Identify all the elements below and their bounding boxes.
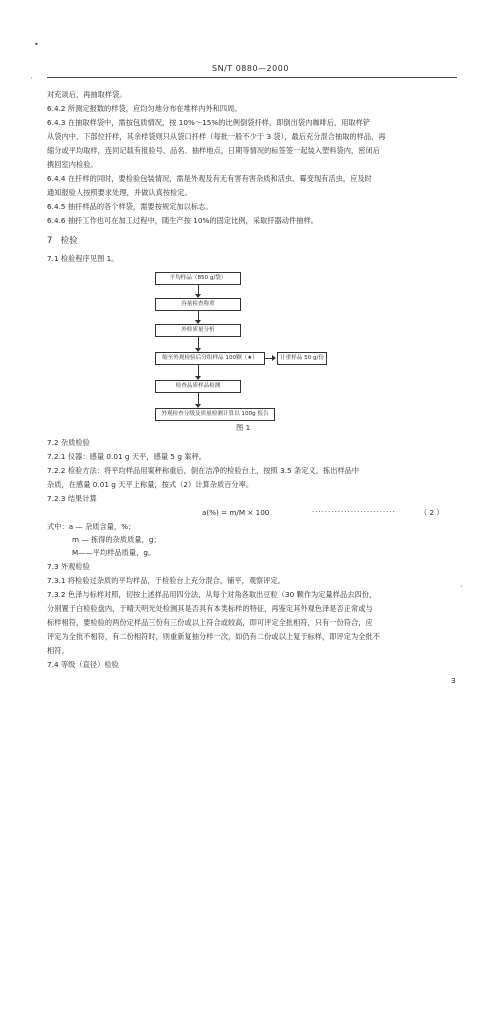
text-line: 从袋内中、下部位扦样，其余样袋则只从袋口扦样（每批一般不少于 3 袋），最后充分混合抽取的样品，再 xyxy=(47,132,386,141)
flow-box-grade: 外观检查分级及质量检测计算以 100g 报告 xyxy=(155,408,275,421)
page-number: 3 xyxy=(451,676,456,685)
margin-mark: · xyxy=(30,74,33,83)
where-line: m — 拣得的杂质质量，g； xyxy=(72,535,161,544)
text-line: 相符。 xyxy=(47,646,69,655)
text-line: 标样相符，要检验的两份定样品三份有三份或以上符合或较高，即可评定全批相符，只有一份符合，应 xyxy=(47,618,373,627)
flow-box-analysis: 外检质量分析 xyxy=(155,324,241,337)
arrow-right-icon xyxy=(272,355,276,361)
header-rule xyxy=(47,77,457,78)
formula-leader: ·························· xyxy=(312,508,396,516)
text-line: 7.3.1 将检验过杂质的平均样品，于检验台上充分混合，铺平，观察评定。 xyxy=(47,576,286,585)
margin-mark: • xyxy=(34,40,39,49)
section-heading xyxy=(47,236,78,247)
margin-mark: · xyxy=(460,582,463,591)
text-line: 评定为全批不相符，有二份相符时，则重新复抽分样一次，如仍有二份或以上复于标样，即评定为全批不 xyxy=(47,632,380,641)
text-line: 缩分或平均取样，连同记载有报验号、品名、抽样地点，日期等情况的标签签一起装入塑料袋内，密闭后 xyxy=(47,146,380,155)
text-line: 7.2.1 仪器：感量 0.01 g 天平，感量 5 g 案秤。 xyxy=(47,452,207,461)
subsection-heading: 7.4 等级（直径）检验 xyxy=(47,660,119,669)
flow-box-quality: 检查品质样品检测 xyxy=(155,380,241,393)
text-line: 6.4.3 在抽取样袋中，需按包质情况，按 10%～15%的比例倒袋扦样，即倒出袋内咖啡后，用取样铲 xyxy=(47,118,371,127)
standard-code-header: SN/T 0880—2000 xyxy=(212,64,289,73)
text-line: 7.3.2 色泽与标样对照，切按上述样品用四分法，从每个对角各取出豆粒（30 颗作为定量样品去四份， xyxy=(47,590,377,599)
text-line: 7.1 检验程序见图 1。 xyxy=(47,254,119,263)
section-title: 检验 xyxy=(60,236,78,246)
subsection-heading: 7.3 外观检验 xyxy=(47,562,90,571)
text-line: 6.4.6 抽扦工作也可在加工过程中，随生产按 10%的固定比例，采取扦器动件抽样。 xyxy=(47,216,318,225)
equation-number: （ 2 ） xyxy=(420,508,444,517)
text-line: 杂质，在感量 0.01 g 天平上称量，按式（2）计算杂质百分率。 xyxy=(47,480,254,489)
figure-caption: 图 1 xyxy=(236,423,251,432)
flow-box-split: 缩至外观检验后分组样品 100颗（★） xyxy=(155,352,265,365)
flow-box-side: 计重样品 50 g/份 xyxy=(277,352,327,365)
text-line: 对充谈后，再抽取样袋。 xyxy=(47,90,127,99)
text-line: 通知报验人按照要求处理，并做认真按检定。 xyxy=(47,188,192,197)
text-line: 携回室内检验。 xyxy=(47,160,98,169)
text-line: 6.4.5 抽扦样品的各个样袋，需要按规定加以标志。 xyxy=(47,202,213,211)
text-line: 6.4.2 所测定报数的样袋，应均匀地分布在堆样内外和四周。 xyxy=(47,104,242,113)
text-line: 7.2.2 检验方法：将平均样品用案秤称重后，倒在洁净的检验台上，按照 3.5 条定义，拣出样品中 xyxy=(47,466,360,475)
where-line: M——平均样品质量，g。 xyxy=(72,548,156,557)
where-line: 式中：a — 杂质含量，%； xyxy=(47,522,136,531)
text-line: 7.2.3 结果计算 xyxy=(47,494,97,503)
text-line: 6.4.4 在扦样的同时，要检验包装情况，需是外观及有无有害有害杂质和活虫、霉变现有活虫，应及时 xyxy=(47,174,372,183)
subsection-heading: 7.2 杂质检验 xyxy=(47,438,90,447)
formula: a(%) = m/M × 100 xyxy=(202,508,270,517)
text-line: 分别置于白检验盘内，于晴天明光处检测其是否具有本类标样的特征，再鉴定其外观色泽是否正常或与 xyxy=(47,604,373,613)
flow-box-sample: 平均样品（850 g/袋） xyxy=(155,272,241,285)
section-number: 7 xyxy=(47,236,53,246)
flow-box-weigh: 容量检查称重 xyxy=(155,298,241,311)
